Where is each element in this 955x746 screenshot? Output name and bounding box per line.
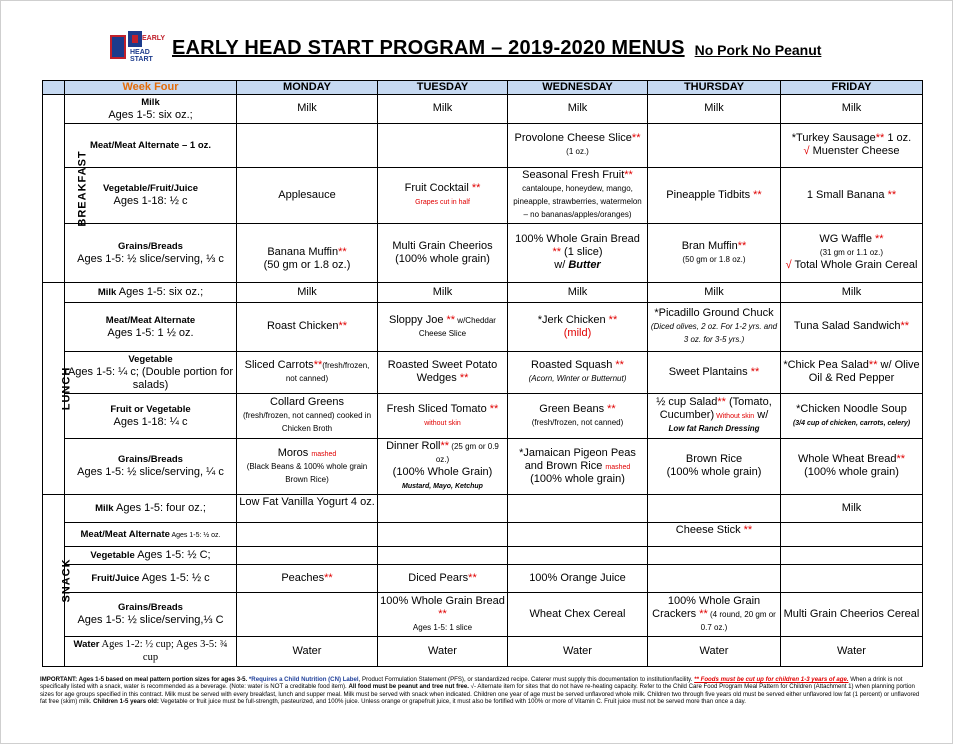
cell: Milk [781, 494, 923, 522]
cell [508, 546, 648, 564]
week-label: Week Four [65, 81, 237, 95]
cell: Pineapple Tidbits ** [648, 167, 781, 223]
cell: *Jamaican Pigeon Peas and Brown Rice mashed (100% whole grain) [508, 438, 648, 494]
row-label: Meat/Meat Alternate Ages 1-5: 1 ½ oz. [65, 302, 237, 351]
cell [781, 546, 923, 564]
row-label: Meat/Meat Alternate Ages 1-5: ½ oz. [65, 522, 237, 546]
cell: Water [781, 636, 923, 666]
row-label: Meat/Meat Alternate – 1 oz. [65, 123, 237, 167]
row-label: Fruit/Juice Ages 1-5: ½ c [65, 564, 237, 592]
cell [378, 494, 508, 522]
row-label: Fruit or Vegetable Ages 1-18: ¼ c [65, 393, 237, 438]
cell: Brown Rice (100% whole grain) [648, 438, 781, 494]
table-row [43, 522, 923, 546]
table-row [43, 636, 923, 666]
cell: 100% Orange Juice [508, 564, 648, 592]
table-row [43, 438, 923, 494]
row-label: Grains/Breads Ages 1-5: ½ slice/serving,⅓ C [65, 592, 237, 636]
table-row [43, 94, 923, 123]
row-label: Milk Ages 1-5: four oz.; [65, 494, 237, 522]
cell: 100% Whole Grain Bread ** Ages 1-5: 1 slice [378, 592, 508, 636]
cell: Seasonal Fresh Fruit** cantaloupe, honeydew, mango, pineapple, strawberries, watermelon – no bananas/apples/oranges) [508, 167, 648, 223]
cell: *Chick Pea Salad** w/ Olive Oil & Red Pepper [781, 351, 923, 393]
table-row [43, 223, 923, 282]
page-subtitle: No Pork No Peanut [694, 42, 822, 58]
cell: Applesauce [237, 167, 378, 223]
cell [781, 522, 923, 546]
cell [378, 123, 508, 167]
col-tuesday: TUESDAY [378, 81, 508, 95]
cell: Diced Pears** [378, 564, 508, 592]
cell [378, 546, 508, 564]
row-label: Grains/Breads Ages 1-5: ½ slice/serving, ¼ c [65, 438, 237, 494]
cell: 100% Whole Grain Bread ** (1 slice) w/ Butter [508, 223, 648, 282]
section-lunch: LUNCH [43, 282, 65, 494]
cell [648, 123, 781, 167]
cell [781, 564, 923, 592]
cell: Roast Chicken** [237, 302, 378, 351]
cell: ½ cup Salad** (Tomato, Cucumber) Without skin w/ Low fat Ranch Dressing [648, 393, 781, 438]
cell: Milk [378, 94, 508, 123]
cell: *Turkey Sausage** 1 oz. √ Muenster Cheese [781, 123, 923, 167]
table-row [43, 351, 923, 393]
cell: *Jerk Chicken ** (mild) [508, 302, 648, 351]
cell: Tuna Salad Sandwich** [781, 302, 923, 351]
cell: WG Waffle ** (31 gm or 1.1 oz.) √ Total Whole Grain Cereal [781, 223, 923, 282]
cell: Water [648, 636, 781, 666]
section-snack: SNACK [43, 494, 65, 666]
cell [237, 522, 378, 546]
column-header-row [43, 81, 923, 95]
cell [508, 522, 648, 546]
cell: *Picadillo Ground Chuck (Diced olives, 2 oz. For 1-2 yrs. and 3 oz. for 3-5 yrs.) [648, 302, 781, 351]
cell: Milk [237, 282, 378, 302]
col-wednesday: WEDNESDAY [508, 81, 648, 95]
cell: Green Beans ** (fresh/frozen, not canned) [508, 393, 648, 438]
cell: Provolone Cheese Slice** (1 oz.) [508, 123, 648, 167]
cell: Water [508, 636, 648, 666]
cell: Milk [508, 282, 648, 302]
table-row [43, 592, 923, 636]
row-label: Milk Ages 1-5: six oz.; [65, 94, 237, 123]
cell: Moros mashed (Black Beans & 100% whole grain Brown Rice) [237, 438, 378, 494]
cell: Cheese Stick ** [648, 522, 781, 546]
table-row [43, 564, 923, 592]
cell: Sweet Plantains ** [648, 351, 781, 393]
cell: Roasted Sweet Potato Wedges ** [378, 351, 508, 393]
cell [648, 494, 781, 522]
section-breakfast: BREAKFAST [43, 94, 65, 282]
cell: Sloppy Joe ** w/Cheddar Cheese Slice [378, 302, 508, 351]
cell: Water [378, 636, 508, 666]
row-label: Vegetable Ages 1-5: ½ C; [65, 546, 237, 564]
table-row [43, 123, 923, 167]
cell: Milk [781, 282, 923, 302]
col-monday: MONDAY [237, 81, 378, 95]
cell: 1 Small Banana ** [781, 167, 923, 223]
cell: Milk [508, 94, 648, 123]
table-row [43, 282, 923, 302]
cell: Banana Muffin** (50 gm or 1.8 oz.) [237, 223, 378, 282]
cell: Dinner Roll** (25 gm or 0.9 oz.) (100% Whole Grain) Mustard, Mayo, Ketchup [378, 438, 508, 494]
cell: Milk [781, 94, 923, 123]
cell: Collard Greens (fresh/frozen, not canned) cooked in Chicken Broth [237, 393, 378, 438]
col-friday: FRIDAY [781, 81, 923, 95]
cell [237, 546, 378, 564]
cell [648, 564, 781, 592]
row-label: Water Ages 1-2: ½ cup; Ages 3-5: ¾ cup [65, 636, 237, 666]
cell [378, 522, 508, 546]
table-row [43, 302, 923, 351]
page-title: EARLY HEAD START PROGRAM – 2019-2020 MENUS [172, 36, 685, 59]
cell: *Chicken Noodle Soup (3/4 cup of chicken, carrots, celery) [781, 393, 923, 438]
cell [508, 494, 648, 522]
row-label: Vegetable/Fruit/Juice Ages 1-18: ½ c [65, 167, 237, 223]
logo-text-bottom: HEAD START [130, 49, 153, 63]
cell: Multi Grain Cheerios Cereal [781, 592, 923, 636]
table-row [43, 494, 923, 522]
check-mark-icon: √ [803, 145, 810, 158]
cell [648, 546, 781, 564]
footnote: IMPORTANT: Ages 1-5 based on meal pattern portion sizes for ages 3-5. *Requires a Child Nutrition (CN) Label, Product Formulation Statement (PFS), or standardized recipe. Caterer must supply this documentation to institution/facility. ** Foods must be cut up for children 1-3 years of age. When a drink is not specifically listed with a snack, water is recommended as a beverage. (Note: water is NOT a creditable food item). All food must be peanut and tree nut free. √- Alternate item for sites that do not have re-heating capacity. Refer to the Child Care Food Program Meal Pattern for Children (Attachment 1) when planning portion sizes for age groups specified in this contract. Milk must be served with every breakfast, lunch and supper meal. Milk must be served with snack when indicated. Children one year of age must be served unflavored whole milk. Children two through five years old must be served either unflavored low fat (1 percent) or unflavored fat free (skim) milk. Children 1-5 years old: Vegetable or fruit juice must be full-strength, pasteurized, and 100% juice. Unless orange or grapefruit juice, it must also be fortified with 100% or more of Vitamin C. Fruit juice must not be served more than once a day. [40, 676, 920, 705]
row-label: Grains/Breads Ages 1-5: ½ slice/serving, ⅓ c [65, 223, 237, 282]
table-row [43, 167, 923, 223]
cell: Milk [237, 94, 378, 123]
page-header [108, 28, 821, 68]
corner-cell [43, 81, 65, 95]
cell: Milk [648, 282, 781, 302]
cell: Low Fat Vanilla Yogurt 4 oz. [237, 494, 378, 522]
cell: Wheat Chex Cereal [508, 592, 648, 636]
cell: Peaches** [237, 564, 378, 592]
cell: Water [237, 636, 378, 666]
menu-table [42, 80, 923, 667]
cell [237, 592, 378, 636]
cell: Multi Grain Cheerios (100% whole grain) [378, 223, 508, 282]
cell: Sliced Carrots**(fresh/frozen, not canned) [237, 351, 378, 393]
col-thursday: THURSDAY [648, 81, 781, 95]
cell: Fruit Cocktail ** Grapes cut in half [378, 167, 508, 223]
check-mark-icon: √ [785, 259, 792, 272]
cell: Bran Muffin** (50 gm or 1.8 oz.) [648, 223, 781, 282]
cell: 100% Whole Grain Crackers ** (4 round, 20 gm or 0.7 oz.) [648, 592, 781, 636]
cell [237, 123, 378, 167]
logo-text-top: EARLY [142, 35, 166, 42]
cell: Roasted Squash ** (Acorn, Winter or Butternut) [508, 351, 648, 393]
row-label: Vegetable Ages 1-5: ¼ c; (Double portion for salads) [65, 351, 237, 393]
table-row [43, 546, 923, 564]
early-head-start-logo [108, 31, 166, 65]
cell: Milk [648, 94, 781, 123]
row-label: Milk Ages 1-5: six oz.; [65, 282, 237, 302]
cell: Milk [378, 282, 508, 302]
cell: Whole Wheat Bread** (100% whole grain) [781, 438, 923, 494]
cell: Fresh Sliced Tomato ** without skin [378, 393, 508, 438]
table-row [43, 393, 923, 438]
